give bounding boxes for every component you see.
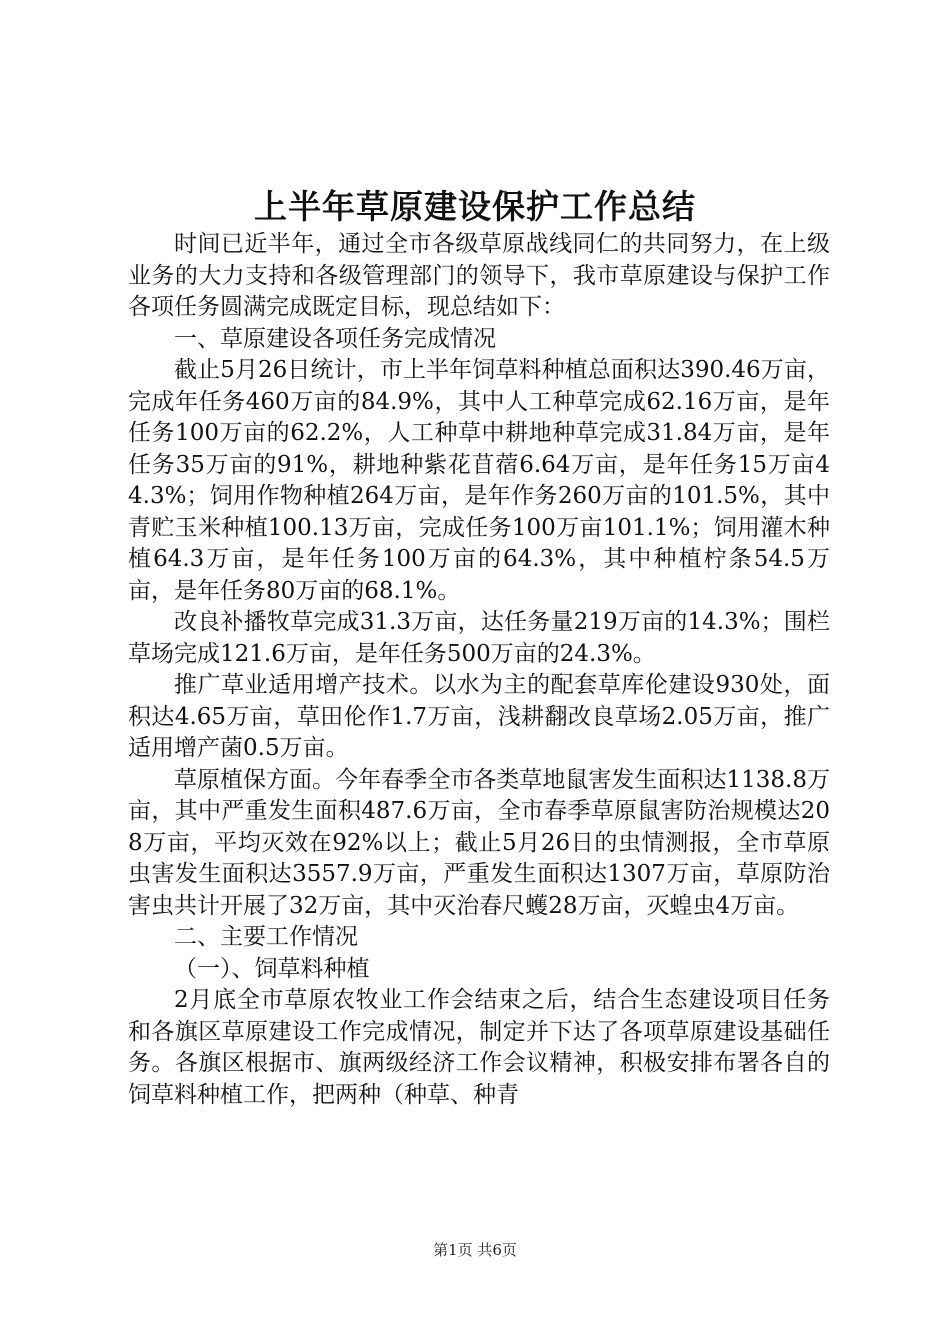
paragraph-reseeding-fencing: 改良补播牧草完成31.3万亩，达任务量219万亩的14.3%；围栏草场完成121.6万亩，是年任务500万亩的24.3%。 — [128, 609, 830, 667]
page-footer: 第1页 共6页 — [433, 1241, 517, 1259]
document-body — [128, 229, 830, 1111]
subsection-heading-1: （一）、饲草料种植 — [174, 955, 370, 982]
paragraph-technology-promotion: 推广草业适用增产技术。以水为主的配套草库伦建设930处，面积达4.65万亩，草田伦作1.7万亩，浅耕翻改良草场2.05万亩，推广适用增产菌0.5万亩。 — [128, 672, 830, 761]
section-heading-2: 二、主要工作情况 — [174, 924, 358, 950]
paragraph-forage-planting-stats: 截止5月26日统计，市上半年饲草料种植总面积达390.46万亩，完成年任务460万亩的84.9%，其中人工种草完成62.16万亩，是年任务100万亩的62.2%，人工种草中耕地种草完成31.84万亩，是年任务35万亩的91%，耕地种紫花苜蓿6.64万亩，是年任务15万亩44.3%；饲用作物种植264万亩，是年作务260万亩的101.5%，其中青贮玉米种植100.13万亩，完成任务100万亩101.1%；饲用灌木种植64.3万亩，是年任务100万亩的64.3%，其中种植柠条54.5万亩，是年任务80万亩的68.1%。 — [128, 357, 830, 604]
intro-paragraph: 时间已近半年，通过全市各级草原战线同仁的共同努力，在上级业务的大力支持和各级管理部门的领导下，我市草原建设与保护工作各项任务圆满完成既定目标，现总结如下： — [128, 231, 830, 320]
section-heading-1: 一、草原建设各项任务完成情况 — [174, 325, 496, 352]
document-title: 上半年草原建设保护工作总结 — [254, 187, 696, 226]
paragraph-forage-work: 2月底全市草原农牧业工作会结束之后，结合生态建设项目任务和各旗区草原建设工作完成情况，制定并下达了各项草原建设基础任务。各旗区根据市、旗两级经济工作会议精神，积极安排布署各自的饲草料种植工作，把两种（种草、种青 — [128, 987, 830, 1108]
paragraph-grassland-protection: 草原植保方面。今年春季全市各类草地鼠害发生面积达1138.8万亩，其中严重发生面积487.6万亩，全市春季草原鼠害防治规模达208万亩，平均灭效在92%以上；截止5月26日的虫情测报，全市草原虫害发生面积达3557.9万亩，严重发生面积达1307万亩，草原防治害虫共计开展了32万亩，其中灭治春尺蠖28万亩，灭蝗虫4万亩。 — [128, 766, 830, 919]
